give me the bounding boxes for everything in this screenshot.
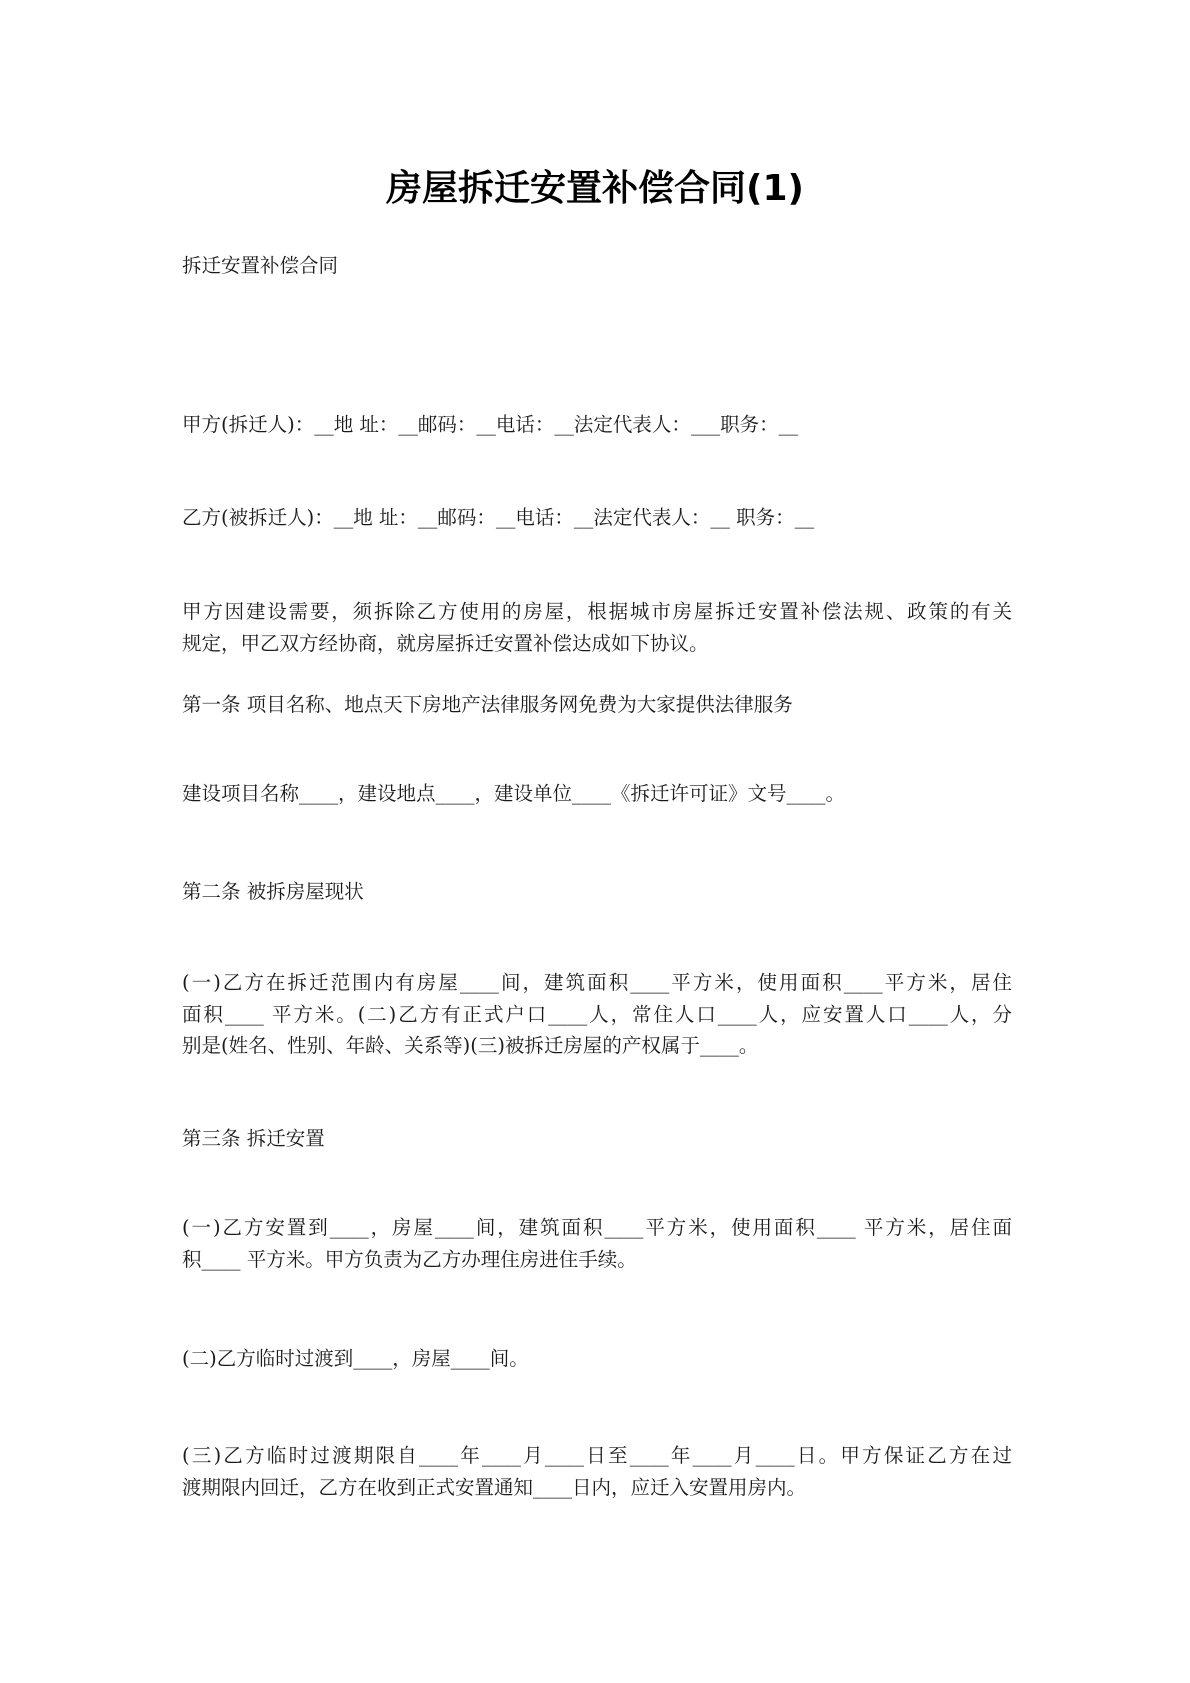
document-title: 房屋拆迁安置补偿合同(1) (386, 168, 804, 209)
article-3-item-1-line: 积____ 平方米。甲方负责为乙方办理住房进住手续。 (182, 1247, 637, 1271)
article-3-item-2: (二)乙方临时过渡到____，房屋____间。 (182, 1347, 529, 1370)
article-2-heading: 第二条 被拆房屋现状 (182, 880, 364, 903)
party-b-info: 乙方(被拆迁人)：__地 址：__邮码：__电话：__法定代表人：__ 职务：__ (182, 506, 815, 529)
article-3-item-1 (182, 1212, 1012, 1275)
party-a-info: 甲方(拆迁人)：__地 址：__邮码：__电话：__法定代表人：___职务：__ (182, 413, 799, 436)
article-2-body (182, 967, 1012, 1062)
article-2-line: 别是(姓名、性别、年龄、关系等)(三)被拆迁房屋的产权属于____。 (182, 1034, 759, 1057)
article-1-heading: 第一条 项目名称、地点天下房地产法律服务网免费为大家提供法律服务 (182, 693, 793, 716)
article-1-body: 建设项目名称____，建设地点____，建设单位____《拆迁许可证》文号____。 (182, 782, 846, 805)
article-3-item-3 (182, 1440, 1012, 1503)
article-3-item-1-line: (一)乙方安置到____，房屋____间，建筑面积____平方米，使用面积____ 平方米，居住面 (182, 1216, 1012, 1239)
article-3-heading: 第三条 拆迁安置 (182, 1127, 325, 1150)
article-3-item-3-line: 渡期限内回迁，乙方在收到正式安置通知____日内，应迁入安置用房内。 (182, 1475, 807, 1499)
preamble-line: 甲方因建设需要，须拆除乙方使用的房屋，根据城市房屋拆迁安置补偿法规、政策的有关 (182, 600, 1012, 623)
preamble-paragraph (182, 596, 1012, 659)
preamble-line: 规定，甲乙双方经协商，就房屋拆迁安置补偿达成如下协议。 (182, 631, 709, 655)
article-2-line: (一)乙方在拆迁范围内有房屋____间，建筑面积____平方米，使用面积____平方米，居住 (182, 971, 1012, 994)
document-subtitle: 拆迁安置补偿合同 (182, 254, 339, 277)
article-3-item-3-line: (三)乙方临时过渡期限自____年____月____日至____年____月____日。甲方保证乙方在过 (182, 1444, 1012, 1467)
article-2-line: 面积____ 平方米。(二)乙方有正式户口____人，常住人口____人，应安置人口____人，分 (182, 1002, 1012, 1026)
